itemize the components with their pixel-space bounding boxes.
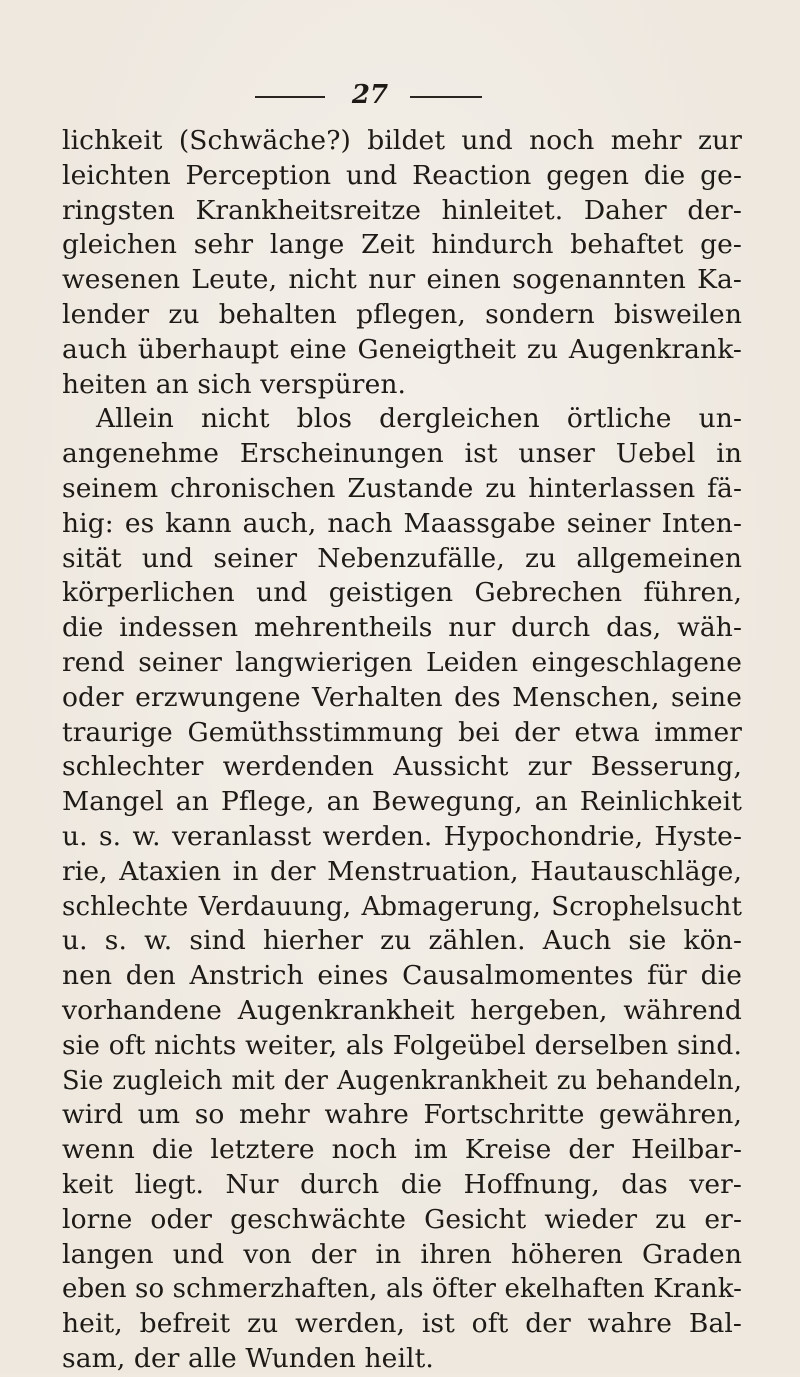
text-line: vorhandene Augenkrankheit hergeben, während: [62, 994, 742, 1026]
text-line: sität und seiner Nebenzufälle, zu allgemeinen: [62, 542, 742, 574]
text-line: u. s. w. sind hierher zu zählen. Auch sie kön-: [62, 925, 742, 957]
text-line: oder erzwungene Verhalten des Menschen, seine: [62, 681, 742, 713]
text-line: nen den Anstrich eines Causalmomentes für die: [62, 960, 742, 992]
text-line: schlechter werdenden Aussicht zur Besserung,: [62, 751, 742, 783]
text-line: wenn die letztere noch im Kreise der Heilbar-: [62, 1134, 742, 1166]
text-line: sam, der alle Wunden heilt.: [62, 1342, 434, 1374]
text-line: wesenen Leute, nicht nur einen sogenannten Ka-: [62, 264, 742, 296]
text-line: Mangel an Pflege, an Bewegung, an Reinlichkeit: [62, 786, 742, 818]
text-line: körperlichen und geistigen Gebrechen führen,: [62, 577, 742, 609]
header-rule-left: [255, 96, 325, 98]
text-line: gleichen sehr lange Zeit hindurch behaftet ge-: [62, 229, 742, 261]
text-line: leichten Perception und Reaction gegen die ge-: [62, 159, 742, 191]
text-line: Sie zugleich mit der Augenkrankheit zu behandeln,: [62, 1065, 742, 1096]
text-line: langen und von der in ihren höheren Graden: [62, 1238, 742, 1270]
text-line: lorne oder geschwächte Gesicht wieder zu er-: [62, 1203, 742, 1235]
text-line: schlechte Verdauung, Abmagerung, Scrophelsucht: [62, 891, 742, 922]
page-number: 27: [351, 80, 389, 110]
text-line: seinem chronischen Zustande zu hinterlassen fä-: [62, 472, 742, 504]
text-line: lichkeit (Schwäche?) bildet und noch mehr zur: [62, 125, 742, 156]
text-line: sie oft nichts weiter, als Folgeübel derselben sind.: [62, 1029, 742, 1061]
text-line: eben so schmerzhaften, als öfter ekelhaften Krank-: [62, 1274, 742, 1305]
text-line: u. s. w. veranlasst werden. Hypochondrie, Hyste-: [62, 820, 742, 852]
header-rule-right: [410, 96, 482, 98]
text-line: heiten an sich verspüren.: [62, 368, 407, 400]
text-line: rie, Ataxien in der Menstruation, Hautauschläge,: [62, 855, 742, 887]
text-line: angenehme Erscheinungen ist unser Uebel in: [62, 438, 742, 470]
text-line: lender zu behalten pflegen, sondern bisweilen: [62, 298, 742, 330]
text-line: hig: es kann auch, nach Maassgabe seiner Inten-: [62, 507, 742, 539]
text-line: auch überhaupt eine Geneigtheit zu Augenkrank-: [62, 333, 742, 365]
text-line: ringsten Krankheitsreitze hinleitet. Daher der-: [62, 194, 742, 226]
text-line: die indessen mehrentheils nur durch das, wäh-: [62, 612, 742, 644]
text-line: keit liegt. Nur durch die Hoffnung, das ver-: [62, 1168, 742, 1200]
text-line: rend seiner langwierigen Leiden eingeschlagene: [62, 646, 742, 678]
text-line: traurige Gemüthsstimmung bei der etwa immer: [62, 716, 742, 748]
text-line: Allein nicht blos dergleichen örtliche un-: [96, 403, 742, 435]
text-line: heit, befreit zu werden, ist oft der wahre Bal-: [62, 1308, 742, 1340]
body-text: [62, 124, 742, 1377]
page-header: [0, 78, 800, 112]
text-line: wird um so mehr wahre Fortschritte gewähren,: [62, 1099, 742, 1131]
